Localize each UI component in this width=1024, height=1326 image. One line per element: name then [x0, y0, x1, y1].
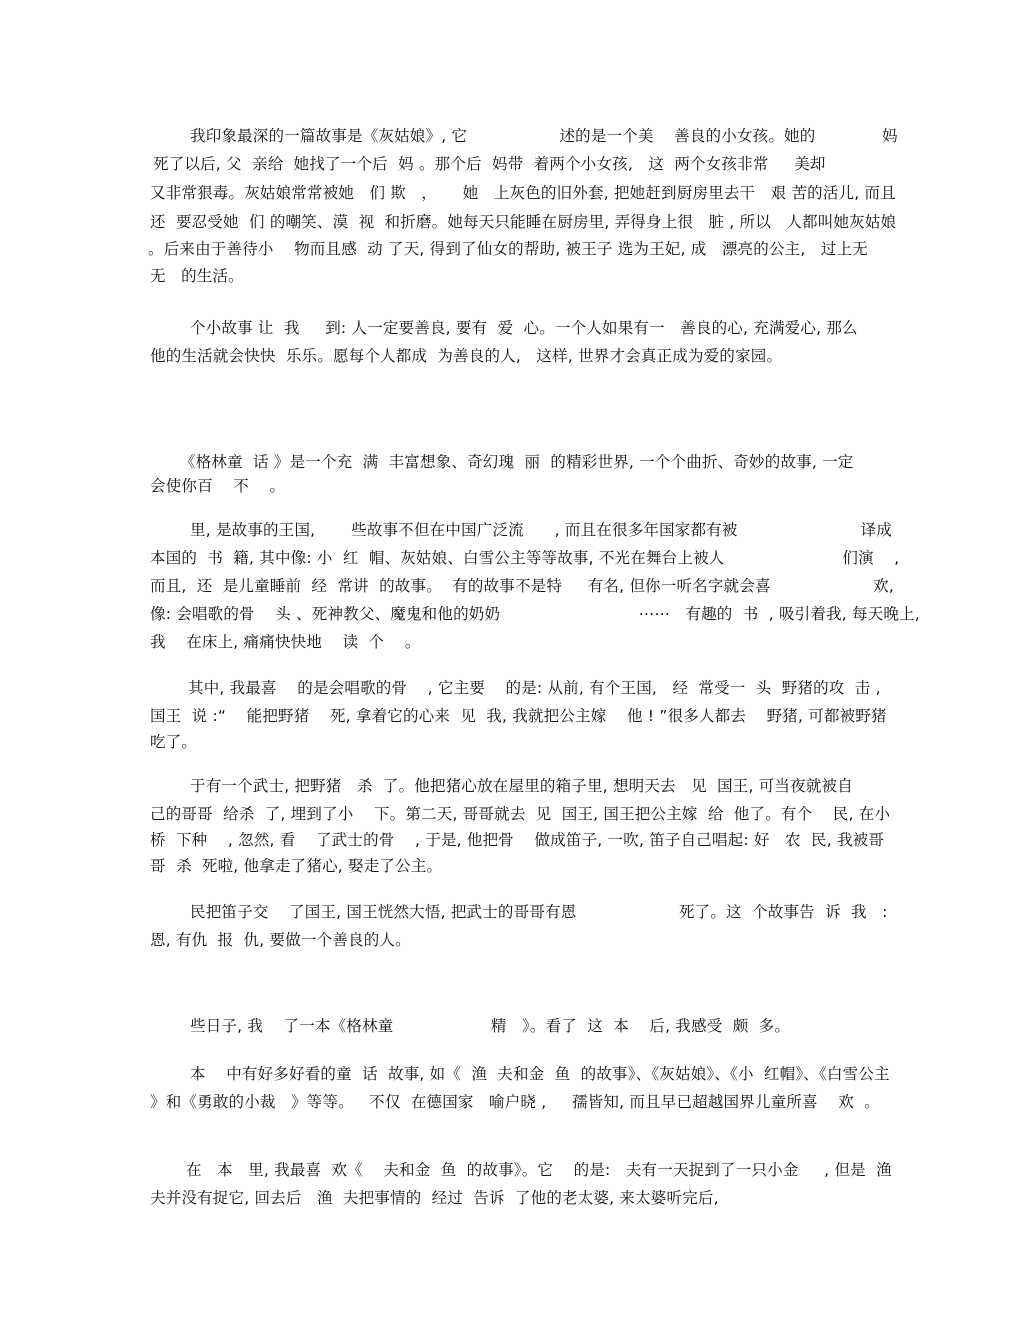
text-line: 本国的 书 籍, 其中像: 小 红 帽、灰姑娘、白雪公主等等故事, 不光在舞台上被人 们演 ,: [150, 549, 900, 567]
text-line: 。后来由于善待小 物而且感 动 了天, 得到了仙女的帮助, 被王子 选为王妃, 成 漂亮的公主, 过上无: [148, 240, 868, 258]
text-line: 于有一个武士, 把野猪 杀 了。他把猪心放在屋里的箱子里, 想明天去 见 国王, 可当夜就被自: [190, 777, 853, 795]
text-line: 而且, 还 是儿童睡前 经 常讲 的故事。 有的故事不是特 有名, 但你一听名字就会喜 欢,: [150, 577, 895, 595]
text-line: 个小故事 让 我 到: 人一定要善良, 要有 爱 心。一个人如果有一 善良的心, 充满爱心, 那么: [190, 319, 858, 337]
text-line: 死了以后, 父 亲给 她找了一个后 妈 。那个后 妈带 着两个小女孩, 这 两个女孩非常 美却: [153, 155, 826, 173]
text-line: 恩, 有仇 报 仇, 要做一个善良的人。: [150, 931, 411, 949]
text-line: 我印象最深的一篇故事是《灰姑娘》, 它 述的是一个美 善良的小女孩。她的 妈: [190, 127, 898, 145]
text-line: 无 的生活。: [150, 267, 244, 285]
text-line: 些日子, 我 了一本《格林童 精 》。看了 这 本 后, 我感受 颇 多。: [190, 1017, 791, 1035]
text-line: 哥 杀 死啦, 他拿走了猪心, 娶走了公主。: [150, 857, 443, 875]
text-line: 本 中有好多好看的童 话 故事, 如《 渔 夫和金 鱼 的故事》、《灰姑娘》、《小 红帽》、《白雪公主: [190, 1065, 890, 1083]
text-line: 里, 是故事的王国, 些故事不但在中国广泛流 , 而且在很多年国家都有被 译成: [190, 521, 893, 539]
text-line: 桥 下种 , 忽然, 看 了武士的骨 , 于是, 他把骨 做成笛子, 一吹, 笛子自己唱起: 好 农 民, 我被哥: [150, 831, 885, 849]
text-line: 己的哥哥 给杀 了, 埋到了小 下。第二天, 哥哥就去 见 国王, 国王把公主嫁 给 他了。有个 民, 在小: [150, 805, 891, 823]
text-line: 》和《勇敢的小裁 》等等。 不仅 在德国家 喻户晓 , 孺皆知, 而且早已超越国界儿童所喜 欢 。: [150, 1093, 880, 1111]
text-line: 国王 说 :“ 能把野猪 死, 拿着它的心来 见 我, 我就把公主嫁 他 ! ”很多人都去 野猪, 可都被野猪: [150, 707, 887, 725]
text-line: 我 在床上, 痛痛快快地 读 个 。: [150, 633, 421, 651]
text-line: 《格林童 话 》是一个充 满 丰富想象、奇幻瑰 丽 的精彩世界, 一个个曲折、奇妙的故事, 一定: [180, 453, 854, 471]
text-line: 像: 会唱歌的骨 头 、死神教父、魔鬼和他的奶奶 ⋯⋯ 有趣的 书 , 吸引着我, 每天晚上,: [150, 605, 920, 623]
text-line: 还 要忍受她 们 的嘲笑、漠 视 和折磨。她每天只能睡在厨房里, 弄得身上很 脏 , 所以 人都叫她灰姑娘: [150, 213, 897, 231]
text-line: 在 本 里, 我最喜 欢《 夫和金 鱼 的故事》。它 的是: 夫有一天捉到了一只小金 , 但是 渔: [186, 1161, 892, 1179]
text-line: 民把笛子交 了国王, 国王恍然大悟, 把武士的哥哥有恩 死了。这 个故事告 诉 我 :: [190, 903, 888, 921]
text-line: 夫并没有捉它, 回去后 渔 夫把事情的 经过 告诉 了他的老太婆, 来太婆听完后,: [150, 1189, 719, 1207]
text-line: 会使你百 不 。: [150, 477, 286, 495]
text-line: 其中, 我最喜 的是会唱歌的骨 , 它主要 的是: 从前, 有个王国, 经 常受一 头 野猪的攻 击 ,: [188, 679, 881, 697]
text-line: 又非常狠毒。灰姑娘常常被她 们 欺 ， 她 上灰色的旧外套, 把她赶到厨房里去干 艰 苦的活儿, 而且: [150, 184, 896, 202]
text-line: 他的生活就会快快 乐乐。愿每个人都成 为善良的人, 这样, 世界才会真正成为爱的家园。: [150, 347, 783, 365]
text-line: 吃了。: [150, 733, 198, 751]
